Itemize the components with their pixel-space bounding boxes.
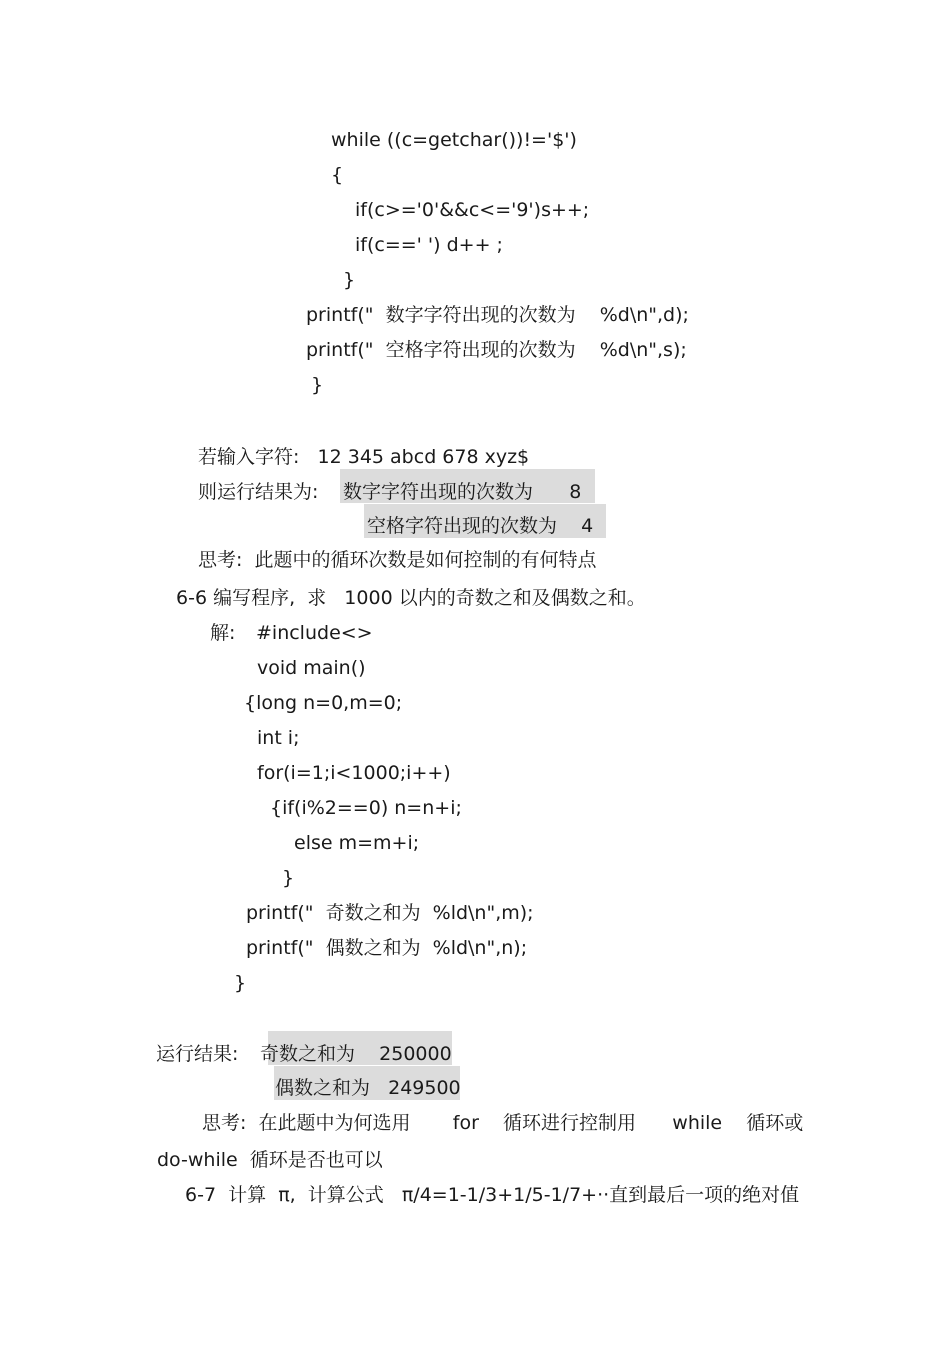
code-line: if(c==' ') d++ ; <box>355 234 503 256</box>
code-line: } <box>234 972 247 994</box>
code-line: else m=m+i; <box>294 832 420 854</box>
code-line: while ((c=getchar())!='$') <box>331 129 577 151</box>
code-line: {long n=0,m=0; <box>244 692 403 714</box>
run-result-label: 运行结果: <box>156 1043 239 1065</box>
example-result-line: 空格字符出现的次数为 4 <box>367 515 594 537</box>
code-line: for(i=1;i<1000;i++) <box>257 762 451 784</box>
code-line: {if(i%2==0) n=n+i; <box>270 797 462 819</box>
run-result-line: 偶数之和为 249500 <box>275 1077 461 1099</box>
example-result-label: 则运行结果为: <box>198 481 319 503</box>
code-line: int i; <box>257 727 300 749</box>
code-line: printf(" 数字字符出现的次数为 %d\n",d); <box>306 304 689 326</box>
solution-label: 解: <box>210 622 236 644</box>
example-result-line: 数字字符出现的次数为 8 <box>343 481 582 503</box>
code-line: printf(" 奇数之和为 %ld\n",m); <box>246 902 534 924</box>
code-line: } <box>343 269 356 291</box>
code-line: printf(" 空格字符出现的次数为 %d\n",s); <box>306 339 687 361</box>
code-line: void main() <box>257 657 366 679</box>
think-question: 思考: 此题中的循环次数是如何控制的有何特点 <box>198 549 597 571</box>
code-line: printf(" 偶数之和为 %ld\n",n); <box>246 937 528 959</box>
code-line: } <box>282 867 295 889</box>
run-result-line: 奇数之和为 250000 <box>260 1043 452 1065</box>
problem-heading: 6-6 编写程序, 求 1000 以内的奇数之和及偶数之和。 <box>176 587 646 609</box>
code-line: #include<> <box>256 622 373 644</box>
think-question-cont: do-while 循环是否也可以 <box>157 1149 383 1171</box>
code-line: } <box>311 374 324 396</box>
problem-heading: 6-7 计算 π, 计算公式 π/4=1-1/3+1/5-1/7+··直到最后一项的绝对值 <box>185 1184 800 1206</box>
think-question: 思考: 在此题中为何选用 for 循环进行控制用 while 循环或 <box>202 1112 804 1134</box>
code-line: { <box>331 164 344 186</box>
example-input: 若输入字符: 12 345 abcd 678 xyz$ <box>198 446 530 468</box>
code-line: if(c>='0'&&c<='9')s++; <box>355 199 590 221</box>
